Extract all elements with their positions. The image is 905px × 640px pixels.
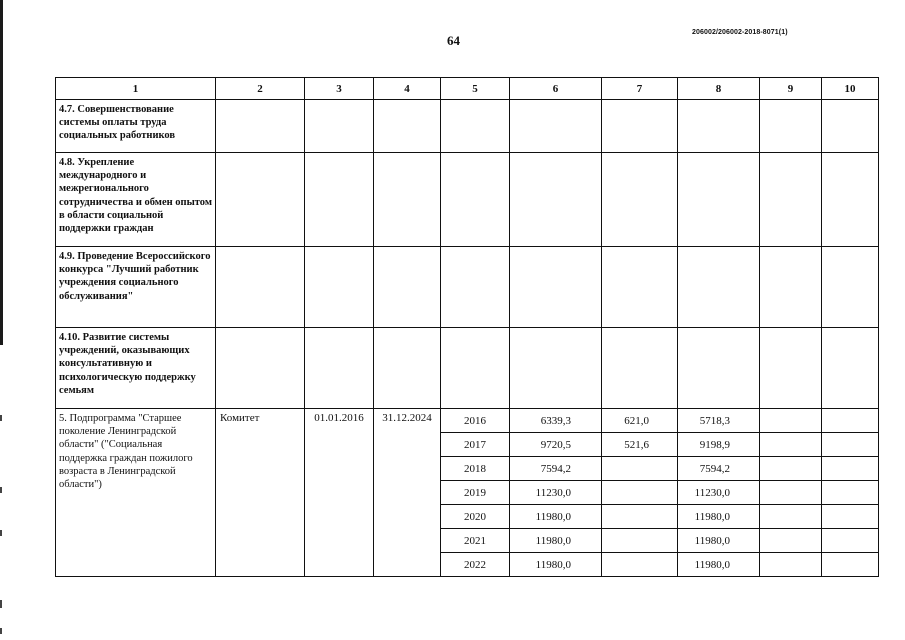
table-cell [374,100,441,153]
year-cell: 2019 [441,481,510,505]
activity-description: 4.10. Развитие системы учреждений, оказывающих консультативную и психологическую поддержку семьям [56,328,216,409]
year-cell: 2021 [441,529,510,553]
table-cell [305,328,374,409]
table-cell [510,247,602,328]
col8-value: 11980,0 [678,553,760,577]
col7-value: 621,0 [602,409,678,433]
table-cell [374,328,441,409]
year-cell: 2022 [441,553,510,577]
scan-edge-mark [0,600,2,608]
table-cell [305,153,374,247]
table-cell [822,481,879,505]
col6-value: 11980,0 [510,529,602,553]
table-cell [374,153,441,247]
end-date-cell: 31.12.2024 [374,409,441,577]
column-header: 9 [760,78,822,100]
col8-value: 9198,9 [678,433,760,457]
table-cell [822,328,879,409]
col7-value: 521,6 [602,433,678,457]
col6-value: 6339,3 [510,409,602,433]
table-cell [760,505,822,529]
table-cell [510,328,602,409]
table-cell [216,247,305,328]
scan-edge-mark [0,530,2,536]
table-cell [441,153,510,247]
subprogram-row [56,409,879,433]
table-cell [602,328,678,409]
col6-value: 11980,0 [510,505,602,529]
subprogram-name: 5. Подпрограмма "Старшее поколение Ленинградской области" ("Социальная поддержка граждан пожилого возраста в Ленинградской области") [56,409,216,577]
table-cell [822,100,879,153]
table-cell [822,433,879,457]
column-header: 6 [510,78,602,100]
table-cell [510,153,602,247]
col8-value: 11230,0 [678,481,760,505]
col7-value [602,505,678,529]
start-date-cell: 01.01.2016 [305,409,374,577]
table-cell [305,247,374,328]
table-cell [678,153,760,247]
table-cell [678,100,760,153]
scan-edge-mark [0,0,3,345]
year-cell: 2017 [441,433,510,457]
table-cell [441,247,510,328]
table-cell [678,328,760,409]
col7-value [602,457,678,481]
scan-edge-mark [0,415,2,421]
table-cell [760,481,822,505]
table-cell [441,328,510,409]
column-header: 5 [441,78,510,100]
table-cell [760,409,822,433]
table-cell [822,247,879,328]
table-row [56,153,879,247]
col8-value: 11980,0 [678,505,760,529]
program-table [55,77,879,577]
table-cell [216,153,305,247]
column-header: 2 [216,78,305,100]
table-cell [822,529,879,553]
col8-value: 5718,3 [678,409,760,433]
table-cell [822,553,879,577]
table-cell [760,457,822,481]
year-cell: 2020 [441,505,510,529]
col6-value: 7594,2 [510,457,602,481]
table-row [56,100,879,153]
page-number: 64 [447,33,460,48]
column-header: 10 [822,78,879,100]
scan-edge-mark [0,487,2,493]
column-header: 8 [678,78,760,100]
table-cell [822,457,879,481]
col7-value [602,553,678,577]
col6-value: 11980,0 [510,553,602,577]
table-cell [760,100,822,153]
table-header-row [56,78,879,100]
table-cell [760,247,822,328]
col8-value: 11980,0 [678,529,760,553]
document-id: 206002/206002-2018-8071(1) [692,29,788,36]
col6-value: 11230,0 [510,481,602,505]
column-header: 7 [602,78,678,100]
executor-cell: Комитет [216,409,305,577]
table-cell [602,247,678,328]
table-row [56,247,879,328]
table-cell [602,100,678,153]
table-row [56,328,879,409]
col6-value: 9720,5 [510,433,602,457]
col7-value [602,529,678,553]
col8-value: 7594,2 [678,457,760,481]
table-cell [822,505,879,529]
table-cell [760,529,822,553]
year-cell: 2018 [441,457,510,481]
activity-description: 4.8. Укрепление международного и межрегионального сотрудничества и обмен опытом в области социальной поддержки граждан [56,153,216,247]
scan-edge-mark [0,628,2,634]
col7-value [602,481,678,505]
activity-description: 4.7. Совершенствование системы оплаты труда социальных работников [56,100,216,153]
column-header: 3 [305,78,374,100]
table-cell [602,153,678,247]
table-cell [760,433,822,457]
table-cell [374,247,441,328]
table-cell [760,153,822,247]
table-cell [510,100,602,153]
table-cell [822,153,879,247]
year-cell: 2016 [441,409,510,433]
table-cell [305,100,374,153]
table-cell [760,553,822,577]
table-cell [822,409,879,433]
table-cell [678,247,760,328]
table-cell [216,100,305,153]
column-header: 1 [56,78,216,100]
table-cell [216,328,305,409]
column-header: 4 [374,78,441,100]
table-cell [441,100,510,153]
activity-description: 4.9. Проведение Всероссийского конкурса "Лучший работник учреждения социального обслуживания" [56,247,216,328]
table-cell [760,328,822,409]
